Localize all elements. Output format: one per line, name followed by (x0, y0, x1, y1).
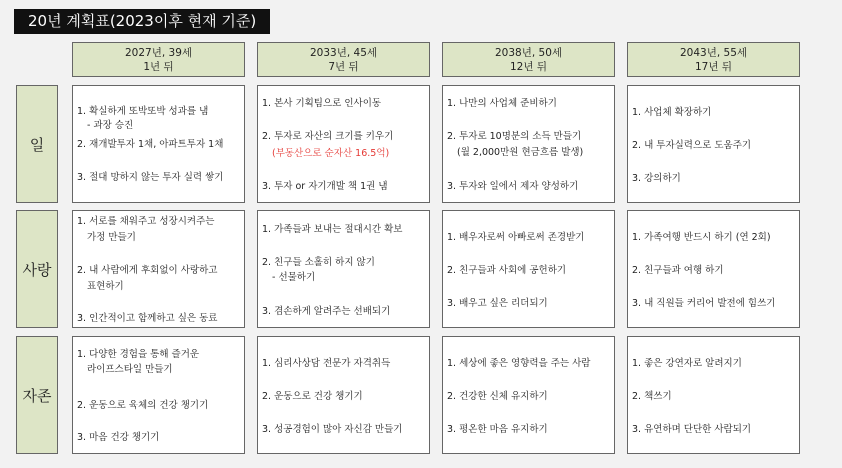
plan-item: 1. 좋은 강연자로 알려지기 (632, 358, 742, 369)
plan-cell (627, 336, 800, 454)
column-offset-label: 17년 뒤 (695, 60, 732, 73)
plan-item: 3. 겸손하게 알려주는 선배되기 (262, 306, 391, 317)
plan-item: 3. 강의하기 (632, 173, 681, 184)
plan-item: 1. 가족여행 반드시 하기 (연 2회) (632, 232, 771, 243)
plan-item: 2. 투자로 10명분의 소득 만들기 (447, 131, 582, 142)
plan-item: 3. 유연하며 단단한 사람되기 (632, 424, 752, 435)
plan-item: 2. 재개발투자 1채, 아파트투자 1채 (77, 139, 224, 150)
column-offset-label: 7년 뒤 (328, 60, 359, 73)
plan-item: 2. 운동으로 육체의 건강 챙기기 (77, 400, 209, 411)
plan-item: 1. 나만의 사업체 준비하기 (447, 98, 557, 109)
plan-item-note: (부동산으로 순자산 16.5억) (272, 148, 390, 159)
plan-item: 2. 내 투자실력으로 도움주기 (632, 140, 752, 151)
plan-item: 1. 사업체 확장하기 (632, 107, 712, 118)
plan-item: 2. 친구들과 사회에 공헌하기 (447, 265, 567, 276)
plan-item: 1. 본사 기획팀으로 인사이동 (262, 98, 382, 109)
plan-item: 1. 서로를 채워주고 성장시켜주는 (77, 216, 215, 227)
column-header-2038 (442, 42, 615, 77)
page-title: 20년 계획표(2023이후 현재 기준) (14, 9, 270, 34)
plan-cell (257, 336, 430, 454)
plan-item: 2. 친구들 소홀히 하지 않기 (262, 257, 375, 268)
column-offset-label: 12년 뒤 (510, 60, 547, 73)
plan-cell (257, 85, 430, 203)
row-header-self-esteem: 자존 (16, 336, 58, 454)
plan-item: 2. 책쓰기 (632, 391, 672, 402)
plan-item-cont: 라이프스타일 만들기 (87, 364, 173, 375)
plan-item-note: (월 2,000만원 현금흐름 발생) (457, 147, 584, 158)
plan-item-cont: 가정 만들기 (87, 232, 136, 243)
plan-item: 2. 친구들과 여행 하기 (632, 265, 724, 276)
row-header-work: 일 (16, 85, 58, 203)
column-offset-label: 1년 뒤 (143, 60, 174, 73)
plan-cell (627, 85, 800, 203)
plan-cell (442, 210, 615, 328)
plan-item: 2. 내 사람에게 후회없이 사랑하고 (77, 265, 218, 276)
plan-item: 2. 투자로 자산의 크기를 키우기 (262, 131, 394, 142)
plan-cell (72, 85, 245, 203)
plan-item: 1. 다양한 경험을 통해 즐거운 (77, 349, 200, 360)
plan-item: 3. 투자 or 자기개발 책 1권 냄 (262, 181, 388, 192)
plan-item: 1. 세상에 좋은 영향력을 주는 사람 (447, 358, 591, 369)
plan-item-sub: - 과장 승진 (87, 120, 134, 131)
column-header-2027 (72, 42, 245, 77)
column-year-label: 2027년, 39세 (124, 46, 193, 59)
plan-item: 1. 심리사상담 전문가 자격취득 (262, 358, 391, 369)
plan-cell (72, 210, 245, 328)
plan-item: 3. 내 직원들 커리어 발전에 힘쓰기 (632, 298, 776, 309)
row-header-love: 사랑 (16, 210, 58, 328)
plan-item: 3. 투자와 일에서 제자 양성하기 (447, 181, 579, 192)
plan-item: 2. 건강한 신체 유지하기 (447, 391, 548, 402)
plan-cell (627, 210, 800, 328)
plan-item: 3. 인간적이고 함께하고 싶은 동료 (77, 313, 218, 324)
plan-item: 3. 배우고 싶은 리더되기 (447, 298, 548, 309)
plan-item: 3. 평온한 마음 유지하기 (447, 424, 548, 435)
column-header-2033 (257, 42, 430, 77)
plan-cell (442, 336, 615, 454)
plan-item-cont: 표현하기 (87, 281, 124, 292)
plan-item: 1. 확실하게 또박또박 성과를 냄 (77, 106, 209, 117)
plan-cell (257, 210, 430, 328)
column-header-2043 (627, 42, 800, 77)
column-year-label: 2038년, 50세 (494, 46, 563, 59)
plan-item: 3. 절대 망하지 않는 투자 실력 쌓기 (77, 172, 224, 183)
plan-item: 1. 가족들과 보내는 절대시간 확보 (262, 224, 403, 235)
plan-item: 1. 배우자로써 아빠로써 존경받기 (447, 232, 585, 243)
plan-item-sub: - 선물하기 (272, 272, 316, 283)
plan-cell (72, 336, 245, 454)
column-year-label: 2033년, 45세 (309, 46, 378, 59)
plan-item: 3. 성공경험이 많아 자신감 만들기 (262, 424, 403, 435)
column-year-label: 2043년, 55세 (679, 46, 748, 59)
plan-cell (442, 85, 615, 203)
plan-item: 2. 운동으로 건강 챙기기 (262, 391, 363, 402)
plan-item: 3. 마음 건강 챙기기 (77, 432, 160, 443)
